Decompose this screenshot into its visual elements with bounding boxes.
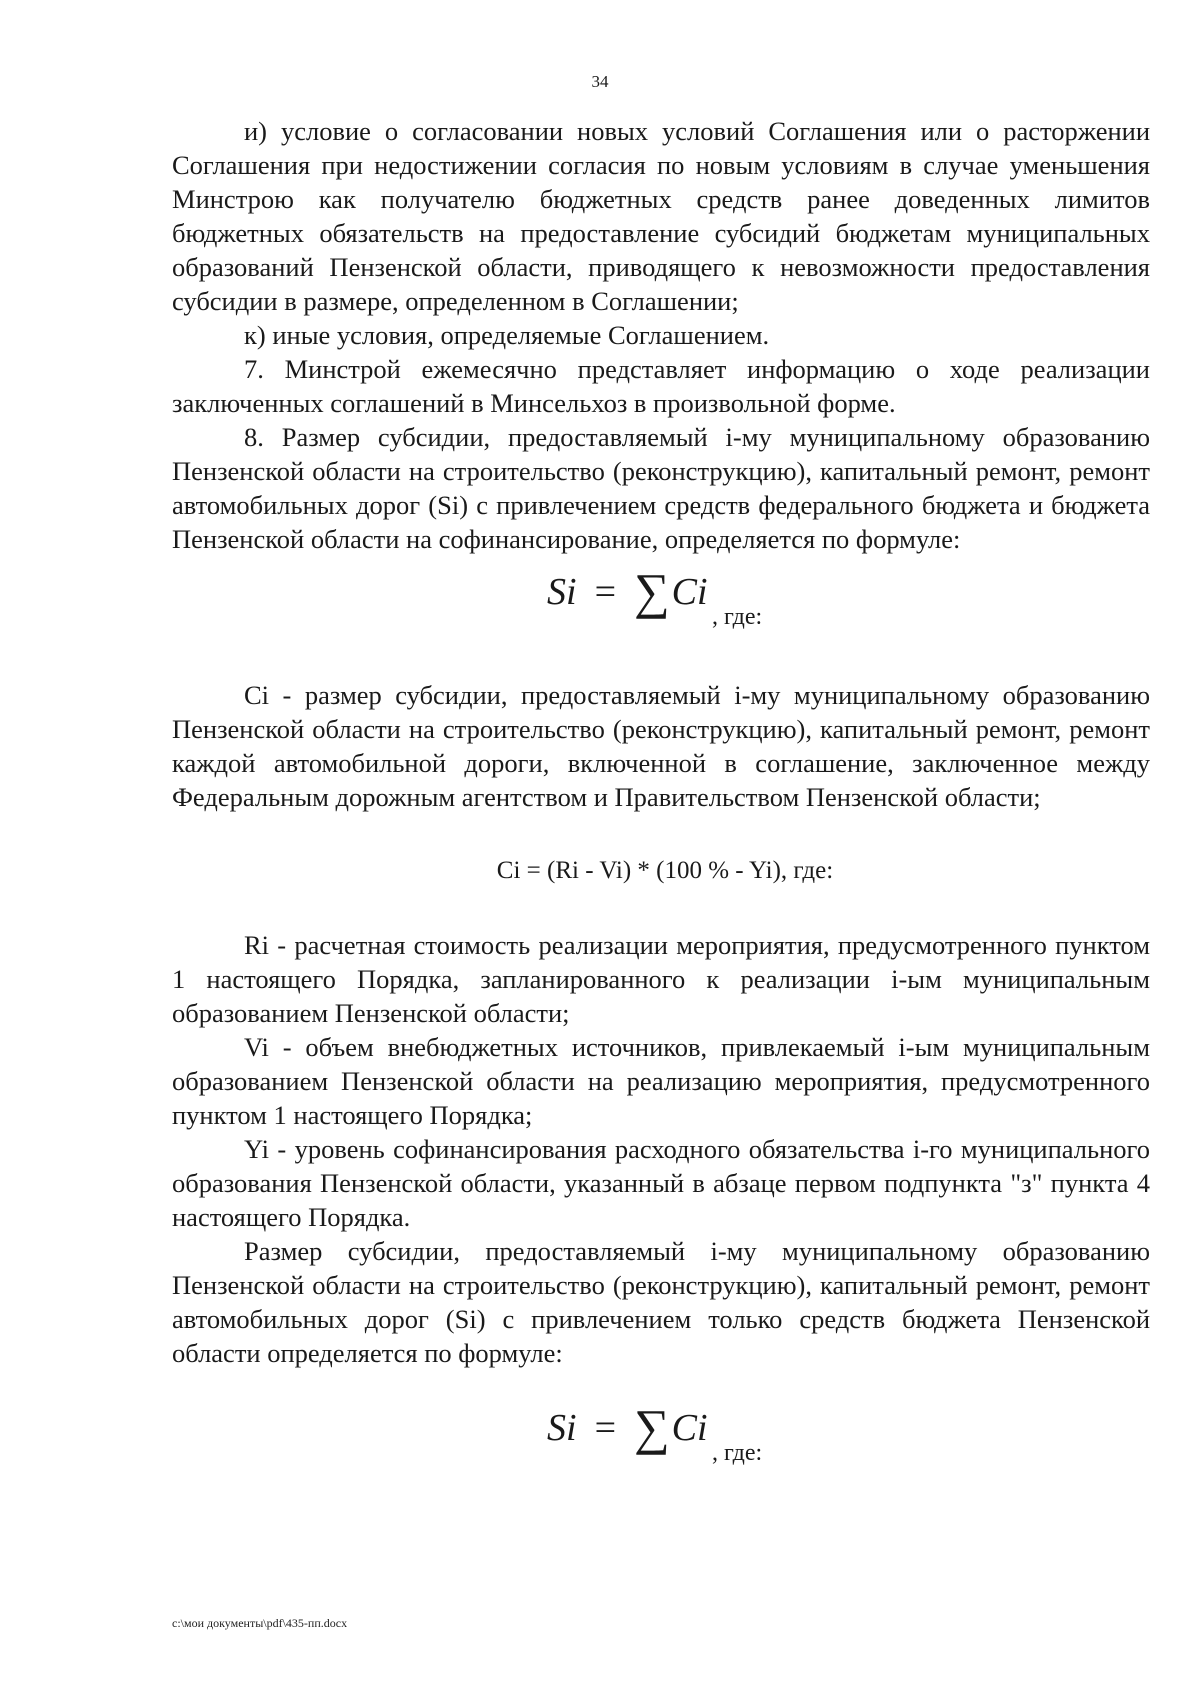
formula-rhs: Ci <box>671 1407 708 1449</box>
page-number: 34 <box>591 72 609 91</box>
formula-equals: = <box>594 1407 616 1449</box>
formula-expression <box>547 562 708 617</box>
document-body <box>172 114 1150 1484</box>
formula-ci: Ci = (Ri - Vi) * (100 % - Yi), где: <box>496 857 834 884</box>
paragraph-item-8: 8. Размер субсидии, предоставляемый i-му муниципальному образованию Пензенской области на строительство (реконструкцию), капитальный ремонт, ремонт автомобильных дорог (Si) с привлечением средств федерального бюджета и бюджета Пензенской области на софинансирование, определяется по формуле: <box>172 422 1150 554</box>
formula-tail: , где: <box>712 1440 763 1466</box>
formula-expression <box>547 1398 708 1453</box>
formula-rhs: Ci <box>671 571 708 613</box>
paragraph-ci-definition: Ci - размер субсидии, предоставляемый i-му муниципальному образованию Пензенской области на строительство (реконструкцию), капитальный ремонт, ремонт каждой автомобильной дороги, включенной в соглашение, заключенное между Федеральным дорожным агентством и Правительством Пензенской области; <box>172 680 1150 812</box>
formula-equals: = <box>594 571 616 613</box>
formula-tail: , где: <box>712 604 763 630</box>
paragraph-condition-k: к) иные условия, определяемые Соглашением. <box>244 320 770 350</box>
sum-symbol: ∑ <box>634 563 670 619</box>
paragraph-ri-definition: Ri - расчетная стоимость реализации мероприятия, предусмотренного пунктом 1 настоящего Порядка, запланированного к реализации i-ым муниципальным образованием Пензенской области; <box>172 930 1150 1028</box>
paragraph-vi-definition: Vi - объем внебюджетных источников, привлекаемый i-ым муниципальным образованием Пензенской области на реализацию мероприятия, предусмотренного пунктом 1 настоящего Порядка; <box>172 1032 1150 1130</box>
formula-lhs: Si <box>547 1407 577 1449</box>
paragraph-yi-definition: Yi - уровень софинансирования расходного обязательства i-го муниципального образования Пензенской области, указанный в абзаце первом подпункта "з" пункта 4 настоящего Порядка. <box>172 1134 1150 1232</box>
paragraph-subsidy-regional: Размер субсидии, предоставляемый i-му муниципальному образованию Пензенской области на строительство (реконструкцию), капитальный ремонт, ремонт автомобильных дорог (Si) с привлечением только средств бюджета Пензенской области определяется по формуле: <box>172 1236 1150 1368</box>
footer-file-path: c:\мои документы\pdf\435-пп.docx <box>172 1616 348 1630</box>
formula-si-sum-2 <box>172 1392 1150 1484</box>
sum-symbol: ∑ <box>634 1399 670 1455</box>
formula-si-sum-1 <box>172 556 1150 648</box>
formula-lhs: Si <box>547 571 577 613</box>
paragraph-condition-i: и) условие о согласовании новых условий Соглашения или о расторжении Соглашения при недостижении согласия по новым условиям в случае уменьшения Минстрою как получателю бюджетных средств ранее доведенных лимитов бюджетных обязательств на предоставление субсидий бюджетам муниципальных образований Пензенской области, приводящего к невозможности предоставления субсидии в размере, определенном в Соглашении; <box>172 116 1150 316</box>
paragraph-item-7: 7. Минстрой ежемесячно представляет информацию о ходе реализации заключенных соглашений в Минсельхоз в произвольной форме. <box>172 354 1150 418</box>
